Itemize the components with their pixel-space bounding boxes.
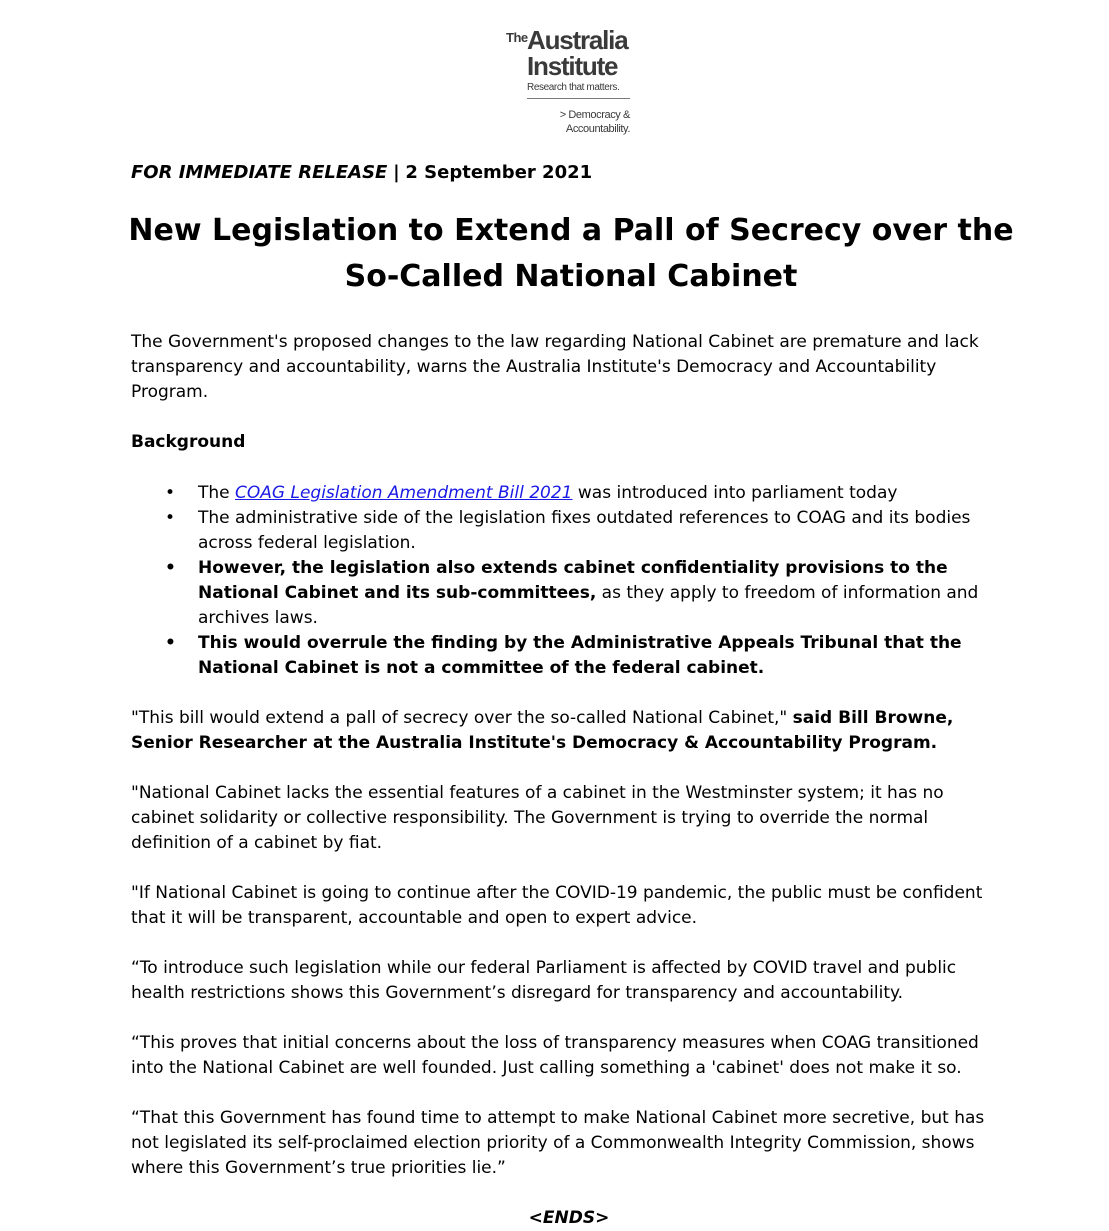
body-paragraph-2: "If National Cabinet is going to continue after the COVID-19 pandemic, the public must be confident that it will be transparent, accountable and open to expert advice. <box>131 883 983 928</box>
background-heading: Background <box>131 432 246 452</box>
list-item <box>165 556 1011 631</box>
release-date: 2 September 2021 <box>405 162 593 183</box>
bullet-icon: • <box>165 558 176 578</box>
intro-paragraph: The Government's proposed changes to the law regarding National Cabinet are premature and lack transparency and accountability, warns the Australia Institute's Democracy and Accountability Program. <box>131 332 979 402</box>
logo-institute: Institute <box>527 51 618 81</box>
headline-line1: New Legislation to Extend a Pall of Secrecy over the <box>128 213 1014 248</box>
logo-the: The <box>506 30 528 45</box>
logo-divider <box>527 98 630 99</box>
body-paragraph-5: “That this Government has found time to attempt to make National Cabinet more secretive, but has not legislated its self-proclaimed election priority of a Commonwealth Integrity Commission, shows where this Government’s true priorities lie.” <box>131 1108 985 1178</box>
bullet1-pre: The <box>198 483 236 503</box>
list-item <box>165 631 1011 681</box>
headline-line2: So-Called National Cabinet <box>344 259 798 294</box>
logo-tagline: Research that matters. <box>527 82 620 93</box>
quote1-attribution: said Bill Browne, Senior Researcher at the Australia Institute's Democracy & Accountability Program. <box>131 708 954 753</box>
page-title <box>111 208 1031 300</box>
release-line <box>131 160 1011 186</box>
bullet4-text: This would overrule the finding by the Administrative Appeals Tribunal that the National Cabinet is not a committee of the federal cabinet. <box>198 633 962 678</box>
quote-paragraph <box>131 706 1011 756</box>
logo-program-line1: > Democracy & <box>559 109 630 121</box>
bullet3-bold: However, the legislation also extends cabinet confidentiality provisions to the National Cabinet and its sub-committees, <box>198 558 948 603</box>
ends-marker: <ENDS> <box>528 1208 610 1228</box>
logo-program-line2: Accountability. <box>565 123 630 135</box>
bullet1-post: was introduced into parliament today <box>572 483 898 503</box>
background-list <box>131 481 1011 681</box>
body-paragraph-4: “This proves that initial concerns about the loss of transparency measures when COAG transitioned into the National Cabinet are well founded. Just calling something a 'cabinet' does not make it so. <box>131 1033 979 1078</box>
bullet-icon: • <box>165 483 176 503</box>
quote1-text: "This bill would extend a pall of secrecy over the so-called National Cabinet," <box>131 708 793 728</box>
document-body <box>128 160 1014 1231</box>
list-item <box>165 506 1011 556</box>
bullet-icon: • <box>165 633 176 653</box>
bullet2-text: The administrative side of the legislation fixes outdated references to COAG and its bodies across federal legislation. <box>198 508 971 553</box>
logo-program <box>550 108 630 136</box>
release-separator: | <box>393 162 400 183</box>
australia-institute-logo <box>480 24 640 142</box>
list-item <box>165 481 1011 506</box>
bullet3-rest: as they apply to freedom of information and archives laws. <box>198 583 979 628</box>
bullet-icon: • <box>165 508 176 528</box>
logo-australia: Australia <box>527 25 628 55</box>
body-paragraph-3: “To introduce such legislation while our federal Parliament is affected by COVID travel and public health restrictions shows this Government’s disregard for transparency and accountability. <box>131 958 957 1003</box>
release-label: FOR IMMEDIATE RELEASE <box>131 162 388 183</box>
bill-link[interactable]: COAG Legislation Amendment Bill 2021 <box>235 483 573 503</box>
body-paragraph-1: "National Cabinet lacks the essential features of a cabinet in the Westminster system; it has no cabinet solidarity or collective responsibility. The Government is trying to override the normal definition of a cabinet by fiat. <box>131 783 944 853</box>
